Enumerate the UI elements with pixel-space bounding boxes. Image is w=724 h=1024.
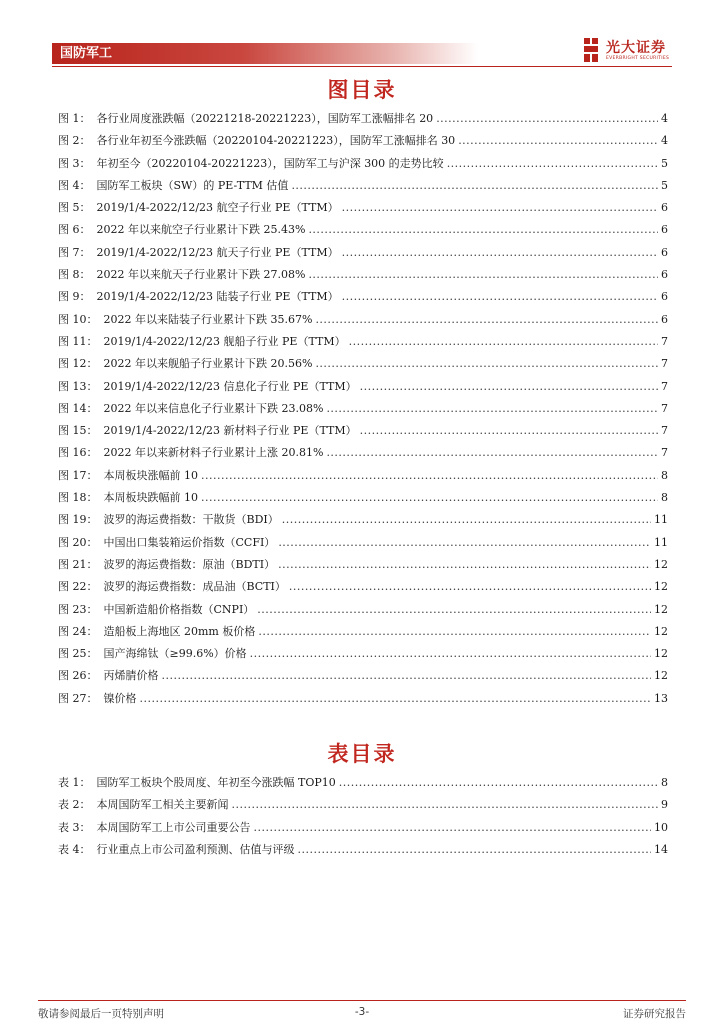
figure-entry-label: 图 1： (58, 112, 91, 125)
figure-entry-label: 图 15： (58, 424, 98, 438)
figure-entry-label: 图 12： (58, 357, 98, 371)
figure-entry-page: 6 (661, 268, 668, 282)
figure-entry-label: 图 11： (58, 334, 98, 348)
dot-leader (447, 153, 658, 175)
figure-entry-page: 7 (661, 334, 668, 348)
figure-entry[interactable] (58, 465, 668, 487)
figure-entry-page: 11 (654, 513, 668, 527)
dot-leader (201, 487, 658, 509)
tables-toc-title: 表目录 (327, 742, 397, 766)
tables-toc (58, 772, 668, 861)
figure-entry-label: 图 27： (58, 691, 98, 705)
figure-entry-page: 5 (661, 156, 668, 170)
figure-entry[interactable] (58, 554, 668, 576)
table-entry-label: 表 1： (58, 776, 91, 789)
dot-leader (436, 108, 658, 130)
figure-entry-title: 波罗的海运费指数：干散货（BDI） (103, 513, 279, 527)
figure-entry[interactable] (58, 175, 668, 197)
figure-entry-page: 8 (661, 491, 668, 505)
figure-entry-label: 图 2： (58, 134, 91, 148)
figure-entry-page: 7 (661, 401, 668, 415)
figure-entry-title: 2019/1/4-2022/12/23 航空子行业 PE（TTM） (96, 201, 339, 215)
figure-entry-label: 图 21： (58, 557, 98, 571)
table-entry-title: 本周国防军工相关主要新闻 (96, 798, 229, 812)
figure-entry-label: 图 8： (58, 268, 91, 282)
figure-entry-label: 图 9： (58, 290, 91, 304)
figure-entry-page: 12 (654, 602, 668, 616)
figure-entry-title: 年初至今（20220104-20221223），国防军工与沪深 300 的走势比较 (96, 156, 444, 170)
figure-entry-label: 图 5： (58, 201, 91, 215)
dot-leader (326, 442, 658, 464)
figure-entry-title: 2019/1/4-2022/12/23 信息化子行业 PE（TTM） (103, 379, 357, 393)
figures-toc (58, 108, 668, 710)
dot-leader (308, 264, 658, 286)
dot-leader (232, 794, 659, 816)
table-entry-label: 表 4： (58, 842, 91, 856)
figure-entry[interactable] (58, 442, 668, 464)
figure-entry-title: 2019/1/4-2022/12/23 新材料子行业 PE（TTM） (103, 424, 357, 438)
figure-entry-label: 图 19： (58, 513, 98, 527)
figure-entry-label: 图 22： (58, 580, 98, 594)
dot-leader (250, 643, 651, 665)
table-entry-title: 行业重点上市公司盈利预测、估值与评级 (96, 842, 295, 856)
dot-leader (291, 175, 658, 197)
figure-entry-page: 12 (654, 669, 668, 683)
table-entry[interactable] (58, 817, 668, 839)
figure-entry-title: 中国出口集装箱运价指数（CCFI） (103, 535, 276, 549)
dot-leader (289, 576, 651, 598)
table-entry[interactable] (58, 772, 668, 794)
figure-entry-page: 6 (661, 223, 668, 237)
figure-entry-title: 2019/1/4-2022/12/23 航天子行业 PE（TTM） (96, 245, 339, 259)
figure-entry-label: 图 10： (58, 312, 98, 326)
table-entry[interactable] (58, 839, 668, 861)
figure-entry-title: 2022 年以来舰船子行业累计下跌 20.56% (103, 357, 313, 371)
figure-entry-title: 各行业周度涨跌幅（20221218-20221223），国防军工涨幅排名 20 (96, 112, 434, 125)
dot-leader (201, 465, 658, 487)
table-entry-page: 8 (661, 776, 668, 789)
footer-doc-type: 证券研究报告 (623, 1008, 686, 1020)
figure-entry-page: 7 (661, 357, 668, 371)
figure-entry[interactable] (58, 130, 668, 152)
dot-leader (278, 554, 651, 576)
figure-entry-page: 13 (654, 691, 668, 705)
figure-entry-page: 6 (661, 201, 668, 215)
dot-leader (258, 621, 651, 643)
figure-entry-label: 图 6： (58, 223, 91, 237)
figure-entry[interactable] (58, 643, 668, 665)
table-entry-page: 14 (654, 842, 668, 856)
figure-entry[interactable] (58, 286, 668, 308)
figure-entry-title: 波罗的海运费指数：成品油（BCTI） (103, 580, 286, 594)
figure-entry[interactable] (58, 242, 668, 264)
dot-leader (257, 599, 651, 621)
figure-entry-label: 图 20： (58, 535, 98, 549)
dot-leader (162, 665, 652, 687)
dot-leader (140, 688, 652, 710)
figure-entry-title: 各行业年初至今涨跌幅（20220104-20221223），国防军工涨幅排名 30 (96, 134, 456, 148)
figure-entry-page: 8 (661, 468, 668, 482)
dot-leader (360, 420, 658, 442)
table-entry-page: 9 (661, 798, 668, 812)
figure-entry-label: 图 4： (58, 178, 91, 192)
header-divider (52, 66, 672, 67)
figure-entry-page: 7 (661, 379, 668, 393)
figure-entry-title: 波罗的海运费指数：原油（BDTI） (103, 557, 276, 571)
figure-entry-page: 11 (654, 535, 668, 549)
figure-entry-page: 6 (661, 245, 668, 259)
table-entry-title: 国防军工板块个股周度、年初至今涨跌幅 TOP10 (96, 776, 336, 789)
figure-entry-label: 图 18： (58, 491, 98, 505)
dot-leader (315, 353, 658, 375)
figure-entry-label: 图 26： (58, 669, 98, 683)
figure-entry-page: 7 (661, 424, 668, 438)
logo-mark-icon (582, 38, 602, 62)
figure-entry-page: 4 (661, 112, 668, 125)
dot-leader (315, 309, 658, 331)
table-entry-label: 表 3： (58, 820, 91, 834)
dot-leader (349, 331, 658, 353)
table-entry-title: 本周国防军工上市公司重要公告 (96, 820, 251, 834)
figure-entry-title: 2022 年以来信息化子行业累计下跌 23.08% (103, 401, 324, 415)
figure-entry[interactable] (58, 309, 668, 331)
figure-entry-title: 国防军工板块（SW）的 PE-TTM 估值 (96, 178, 289, 192)
logo-name-en: EVERBRIGHT SECURITIES (606, 56, 670, 61)
figure-entry[interactable] (58, 509, 668, 531)
figure-entry[interactable] (58, 487, 668, 509)
figure-entry-title: 2019/1/4-2022/12/23 舰船子行业 PE（TTM） (103, 334, 346, 348)
figure-entry-label: 图 13： (58, 379, 98, 393)
figure-entry[interactable] (58, 264, 668, 286)
figure-entry-label: 图 3： (58, 156, 91, 170)
dot-leader (298, 839, 652, 861)
table-entry[interactable] (58, 794, 668, 816)
figure-entry-title: 丙烯腈价格 (103, 669, 159, 683)
figure-entry-label: 图 25： (58, 647, 98, 661)
figure-entry-page: 6 (661, 312, 668, 326)
figure-entry[interactable] (58, 197, 668, 219)
figure-entry-page: 12 (654, 580, 668, 594)
figure-entry-page: 5 (661, 178, 668, 192)
figure-entry-page: 7 (661, 446, 668, 460)
figures-toc-title: 图目录 (327, 78, 397, 102)
figure-entry[interactable] (58, 376, 668, 398)
header-bar (52, 43, 478, 64)
figure-entry[interactable] (58, 665, 668, 687)
dot-leader (282, 509, 651, 531)
figure-entry-title: 本周板块涨幅前 10 (103, 468, 198, 482)
figure-entry-page: 12 (654, 557, 668, 571)
figure-entry[interactable] (58, 688, 668, 710)
figure-entry-label: 图 17： (58, 468, 98, 482)
sector-label: 国防军工 (60, 46, 113, 61)
dot-leader (342, 242, 658, 264)
dot-leader (342, 197, 658, 219)
figure-entry[interactable] (58, 532, 668, 554)
logo-name-cn: 光大证券 (606, 40, 666, 56)
figure-entry-title: 2022 年以来航天子行业累计下跌 27.08% (96, 268, 306, 282)
figure-entry-label: 图 16： (58, 446, 98, 460)
figure-entry[interactable] (58, 153, 668, 175)
table-entry-page: 10 (654, 820, 668, 834)
dot-leader (339, 772, 658, 794)
figure-entry-page: 12 (654, 624, 668, 638)
figure-entry-label: 图 7： (58, 245, 91, 259)
dot-leader (308, 219, 658, 241)
page-number: -3- (354, 1006, 370, 1018)
dot-leader (458, 130, 658, 152)
figure-entry-label: 图 14： (58, 401, 98, 415)
figure-entry-label: 图 24： (58, 624, 98, 638)
figure-entry[interactable] (58, 108, 668, 130)
footer-disclaimer: 敬请参阅最后一页特别声明 (38, 1008, 164, 1020)
table-entry-label: 表 2： (58, 798, 91, 812)
dot-leader (278, 532, 651, 554)
figure-entry[interactable] (58, 331, 668, 353)
dot-leader (342, 286, 658, 308)
figure-entry-title: 2022 年以来新材料子行业累计上涨 20.81% (103, 446, 324, 460)
figure-entry-title: 2019/1/4-2022/12/23 陆装子行业 PE（TTM） (96, 290, 339, 304)
figure-entry[interactable] (58, 599, 668, 621)
figure-entry-title: 2022 年以来航空子行业累计下跌 25.43% (96, 223, 306, 237)
dot-leader (254, 817, 652, 839)
dot-leader (326, 398, 658, 420)
figure-entry[interactable] (58, 420, 668, 442)
figure-entry-title: 造船板上海地区 20mm 板价格 (103, 624, 256, 638)
dot-leader (360, 376, 658, 398)
figure-entry-title: 2022 年以来陆装子行业累计下跌 35.67% (103, 312, 313, 326)
footer-divider (38, 1000, 686, 1001)
figure-entry-title: 国产海绵钛（≥99.6%）价格 (103, 647, 247, 661)
figure-entry[interactable] (58, 621, 668, 643)
figure-entry-title: 本周板块跌幅前 10 (103, 491, 198, 505)
figure-entry-label: 图 23： (58, 602, 98, 616)
figure-entry[interactable] (58, 398, 668, 420)
figure-entry-page: 6 (661, 290, 668, 304)
figure-entry[interactable] (58, 219, 668, 241)
figure-entry-page: 12 (654, 647, 668, 661)
figure-entry-title: 镍价格 (103, 691, 137, 705)
figure-entry[interactable] (58, 576, 668, 598)
logo (582, 36, 674, 66)
figure-entry-page: 4 (661, 134, 668, 148)
figure-entry[interactable] (58, 353, 668, 375)
figure-entry-title: 中国新造船价格指数（CNPI） (103, 602, 255, 616)
